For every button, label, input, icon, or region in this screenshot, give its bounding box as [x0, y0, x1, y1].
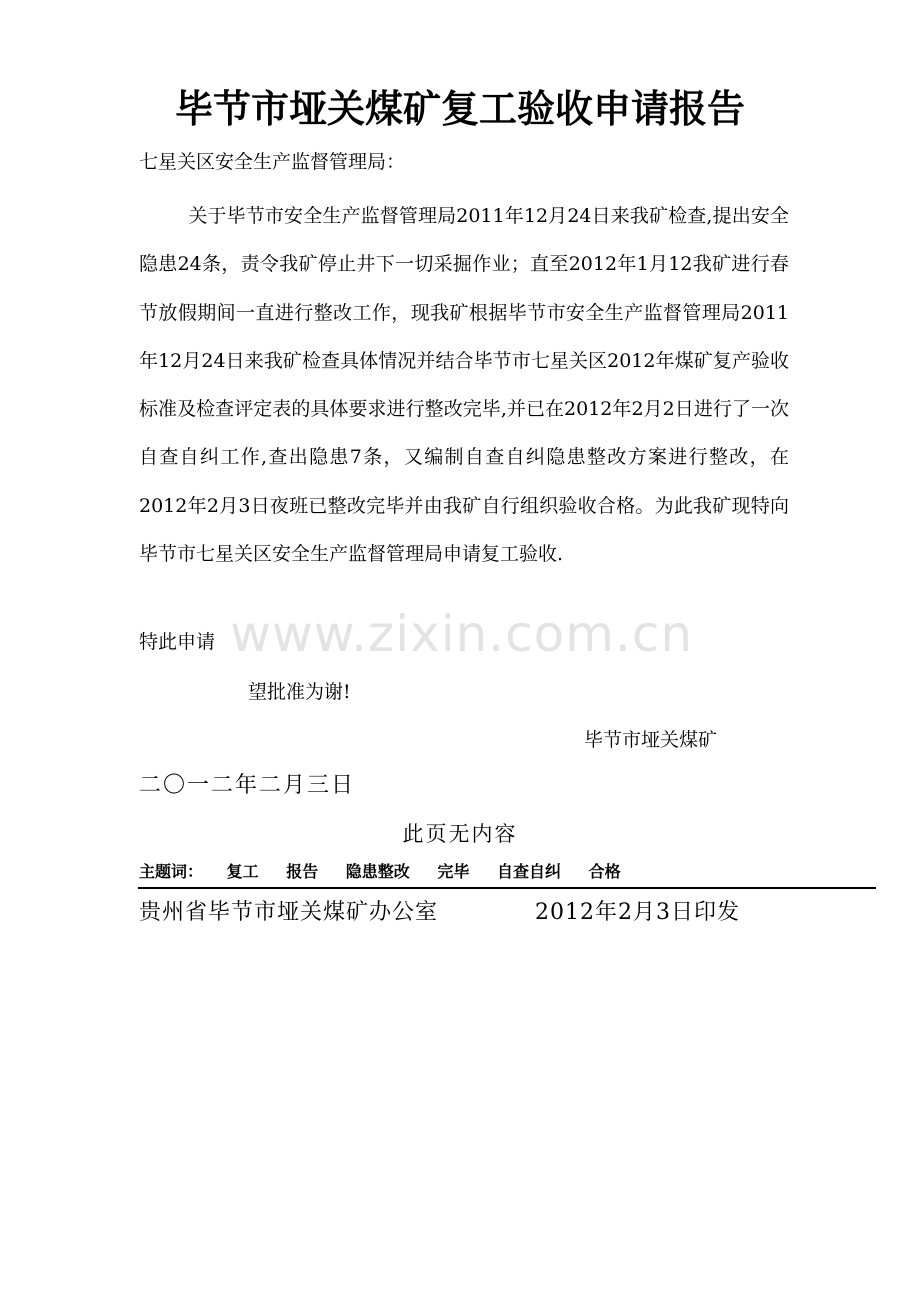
keyword-item: 合格: [588, 862, 621, 881]
signature: 毕节市垭关煤矿: [584, 729, 718, 751]
request-line: 望批准为谢!: [248, 681, 351, 703]
keyword-item: 复工: [226, 862, 259, 881]
keyword-item: 报告: [286, 862, 319, 881]
keyword-item: 自查自纠: [496, 862, 561, 881]
salutation: 七星关区安全生产监督管理局：: [139, 151, 406, 173]
footer-issue-date: 2012年2月3日印发: [535, 900, 740, 925]
document-date: 二〇一二年二月三日: [139, 773, 356, 798]
watermark: www.zixin.com.cn: [230, 605, 694, 663]
keyword-item: 隐患整改: [345, 862, 410, 881]
body-paragraph: 关于毕节市安全生产监督管理局2011年12月24日来我矿检查,提出安全隐患24条，责令我矿停止井下一切采掘作业；直至2012年1月12我矿进行春节放假期间一直进行整改工作，现我矿根据毕节市安全生产监督管理局2011年12月24日来我矿检查具体情况并结合毕节市七星关区2012年煤矿复产验收标准及检查评定表的具体要求进行整改完毕,并已在2012年2月2日进行了一次自查自纠工作,查出隐患7条，又编制自查自纠隐患整改方案进行整改，在2012年2月3日夜班已整改完毕并由我矿自行组织验收合格。为此我矿现特向毕节市七星关区安全生产监督管理局申请复工验收.: [139, 205, 789, 566]
no-content-note: 此页无内容: [402, 822, 518, 846]
keyword-item: 完毕: [437, 862, 470, 881]
keywords-bar: [139, 858, 643, 886]
footer-issuer: 贵州省毕节市垭关煤矿办公室: [139, 900, 439, 925]
keywords-label: 主题词：: [139, 862, 204, 881]
divider-rule: [138, 887, 876, 889]
closing-line: 特此申请: [139, 631, 216, 653]
document-title: 毕节市垭关煤矿复工验收申请报告: [174, 87, 745, 131]
